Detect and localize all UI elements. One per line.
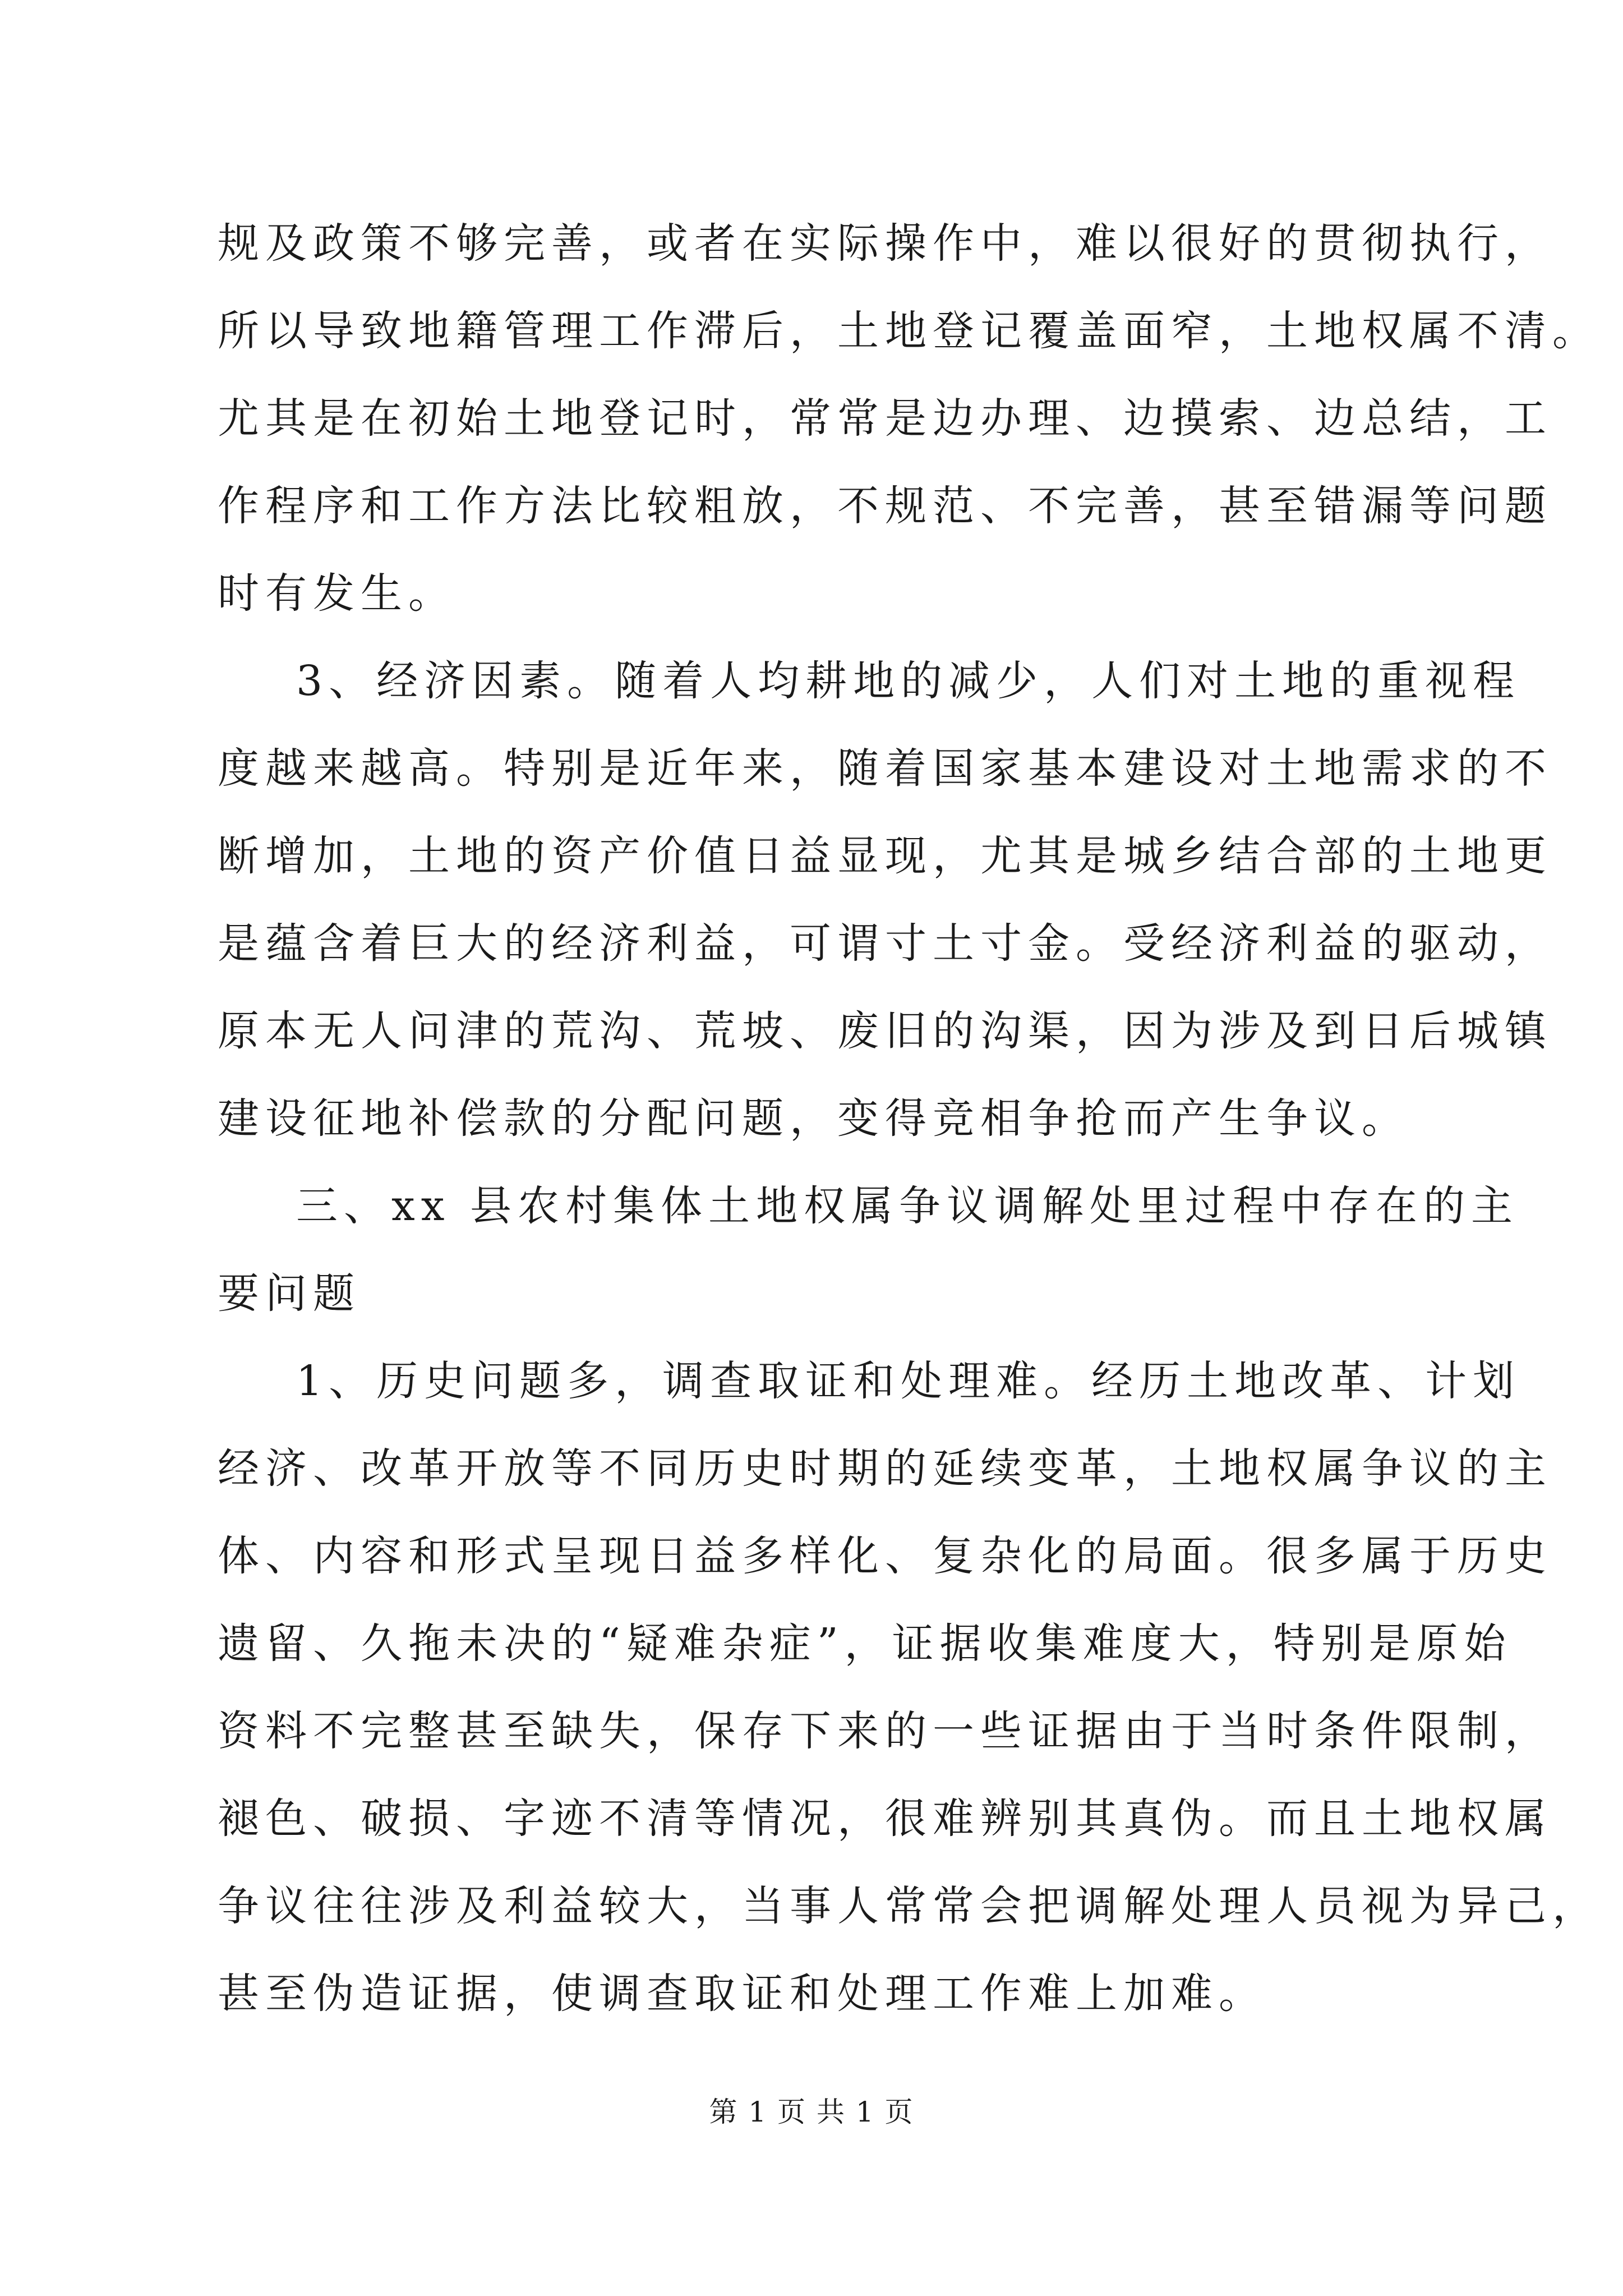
- text-line: 建设征地补偿款的分配问题，变得竞相争抢而产生争议。: [218, 1094, 1409, 1143]
- text-line: 度越来越高。特别是近年来，随着国家基本建设对土地需求的不: [218, 744, 1552, 793]
- text-line: 规及政策不够完善，或者在实际操作中，难以很好的贯彻执行，: [218, 219, 1552, 268]
- text-line: 1、历史问题多，调查取证和处理难。经历土地改革、计划: [296, 1357, 1521, 1405]
- text-line: 体、内容和形式呈现日益多样化、复杂化的局面。很多属于历史: [218, 1532, 1552, 1580]
- text-line: 原本无人问津的荒沟、荒坡、废旧的沟渠，因为涉及到日后城镇: [218, 1007, 1552, 1055]
- text-line: 所以导致地籍管理工作滞后，土地登记覆盖面窄，土地权属不清。: [218, 307, 1600, 355]
- text-line: 尤其是在初始土地登记时，常常是边办理、边摸索、边总结，工: [218, 394, 1552, 443]
- text-line: 资料不完整甚至缺失，保存下来的一些证据由于当时条件限制，: [218, 1707, 1552, 1755]
- text-line: 争议往往涉及利益较大，当事人常常会把调解处理人员视为异己，: [218, 1882, 1600, 1930]
- section-heading-line: 三、xx 县农村集体土地权属争议调解处里过程中存在的主: [296, 1182, 1519, 1230]
- text-line: 时有发生。: [218, 569, 456, 618]
- text-line: 作程序和工作方法比较粗放，不规范、不完善，甚至错漏等问题: [218, 482, 1552, 530]
- page-number-footer: 第 1 页 共 1 页: [709, 2096, 914, 2128]
- text-line: 褪色、破损、字迹不清等情况，很难辨别其真伪。而且土地权属: [218, 1795, 1552, 1843]
- text-line: 是蕴含着巨大的经济利益，可谓寸土寸金。受经济利益的驱动，: [218, 919, 1552, 968]
- section-heading-line: 要问题: [218, 1269, 361, 1318]
- text-line: 甚至伪造证据，使调查取证和处理工作难上加难。: [218, 1970, 1266, 2018]
- text-line: 遗留、久拖未决的“疑难杂症”，证据收集难度大，特别是原始: [218, 1619, 1512, 1668]
- text-line: 断增加，土地的资产价值日益显现，尤其是城乡结合部的土地更: [218, 832, 1552, 880]
- text-line: 3、经济因素。随着人均耕地的减少，人们对土地的重视程: [296, 657, 1521, 705]
- text-line: 经济、改革开放等不同历史时期的延续变革，土地权属争议的主: [218, 1444, 1552, 1493]
